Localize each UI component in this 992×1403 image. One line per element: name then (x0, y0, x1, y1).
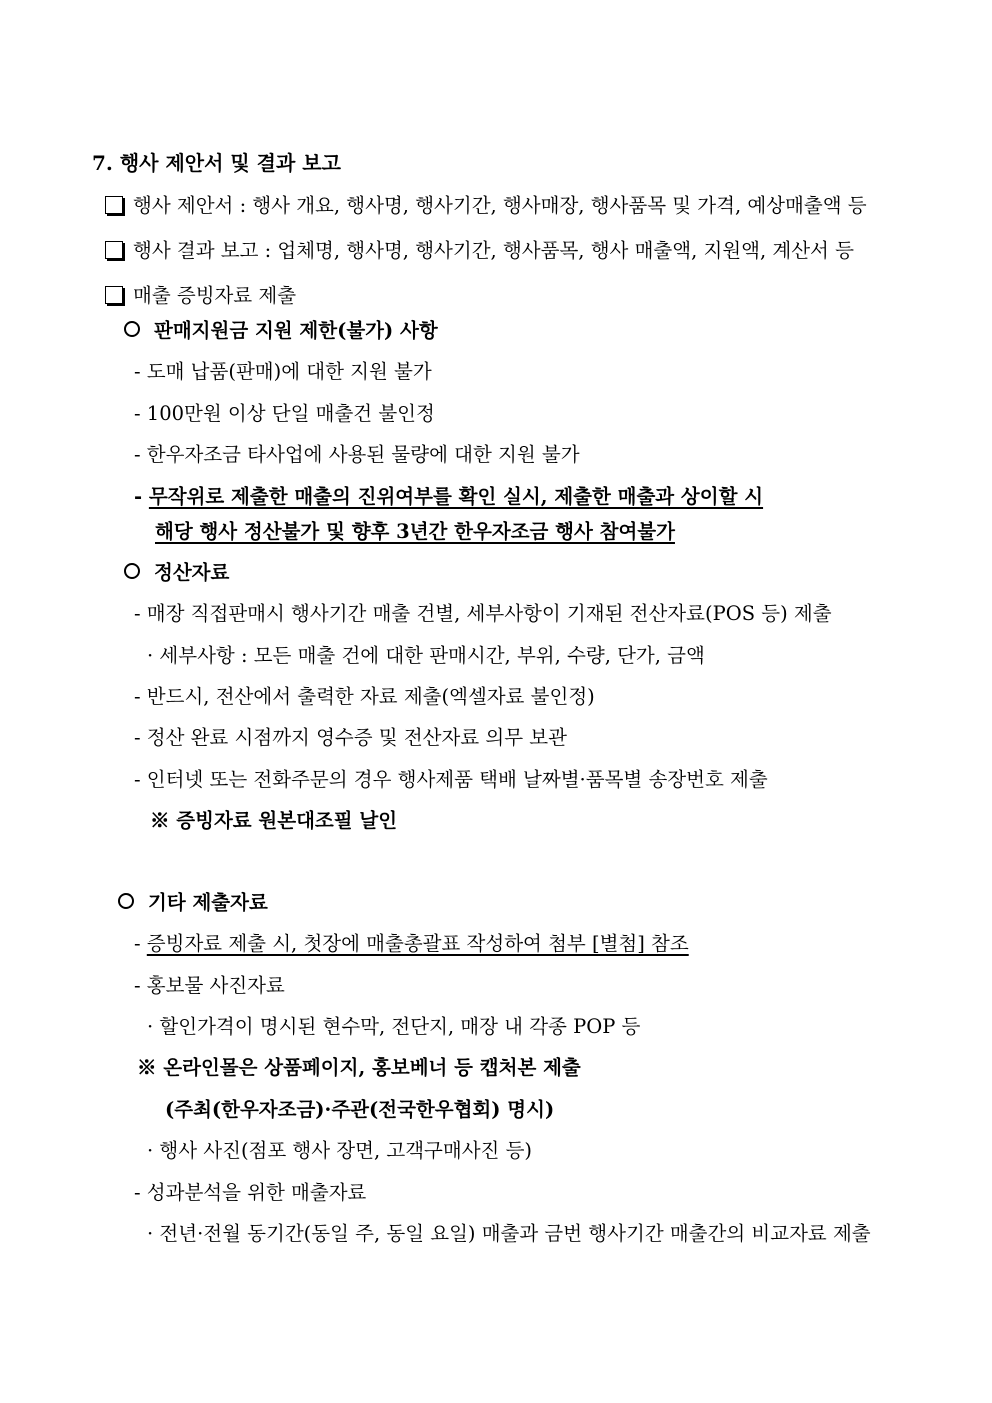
note-continuation: (주최(한우자조금)·주관(전국한우협회) 명시) (165, 1098, 555, 1121)
others-title: 기타 제출자료 (148, 891, 268, 914)
list-item: - 반드시, 전산에서 출력한 자료 제출(엑셀자료 불인정) (134, 685, 595, 708)
subsection-title (118, 890, 268, 916)
checklist-item (105, 193, 867, 219)
warning-text-line2: 해당 행사 정산불가 및 향후 3년간 한우자조금 행사 참여불가 (155, 520, 675, 543)
circle-bullet-icon (124, 563, 140, 579)
list-subitem: · 행사 사진(점포 행사 장면, 고객구매사진 등) (147, 1139, 533, 1162)
checkbox-icon (105, 196, 123, 214)
restrictions-title: 판매지원금 지원 제한(불가) 사항 (154, 319, 438, 342)
warning-dash: - (134, 485, 143, 508)
list-item (134, 931, 689, 957)
circle-bullet-icon (118, 893, 134, 909)
checklist-item-text: 행사 제안서 : 행사 개요, 행사명, 행사기간, 행사매장, 행사품목 및 가격, 예상매출액 등 (133, 194, 867, 217)
checklist-item-text: 행사 결과 보고 : 업체명, 행사명, 행사기간, 행사품목, 행사 매출액, 지원액, 계산서 등 (133, 239, 854, 262)
list-item: - 도매 납품(판매)에 대한 지원 불가 (134, 360, 432, 383)
section-title: 7. 행사 제안서 및 결과 보고 (92, 151, 341, 175)
list-subitem: · 전년·전월 동기간(동일 주, 동일 요일) 매출과 금번 행사기간 매출간의 비교자료 제출 (147, 1222, 871, 1245)
list-subitem: · 세부사항 : 모든 매출 건에 대한 판매시간, 부위, 수량, 단가, 금액 (147, 644, 705, 667)
list-subitem: · 할인가격이 명시된 현수막, 전단지, 매장 내 각종 POP 등 (147, 1015, 641, 1038)
subsection-title (124, 560, 229, 586)
subsection-title (124, 318, 438, 344)
settlement-title: 정산자료 (154, 561, 230, 584)
note: ※ 온라인몰은 상품페이지, 홍보베너 등 캡처본 제출 (137, 1056, 581, 1079)
list-item: - 인터넷 또는 전화주문의 경우 행사제품 택배 날짜별·품목별 송장번호 제출 (134, 768, 768, 791)
checkbox-icon (105, 286, 123, 304)
list-item: - 매장 직접판매시 행사기간 매출 건별, 세부사항이 기재된 전산자료(POS 등) 제출 (134, 602, 832, 625)
circle-bullet-icon (124, 321, 140, 337)
checklist-item (105, 238, 854, 264)
list-item: - 한우자조금 타사업에 사용된 물량에 대한 지원 불가 (134, 443, 580, 466)
list-item: - 홍보물 사진자료 (134, 974, 285, 997)
list-dash: - (134, 932, 141, 955)
checkbox-icon (105, 241, 123, 259)
note: ※ 증빙자료 원본대조필 날인 (150, 809, 398, 832)
list-item-text: 증빙자료 제출 시, 첫장에 매출총괄표 작성하여 첨부 [별첨] 참조 (146, 932, 689, 955)
warning-text-line1: 무작위로 제출한 매출의 진위여부를 확인 실시, 제출한 매출과 상이할 시 (148, 485, 764, 508)
warning-line (134, 484, 763, 510)
list-item: - 100만원 이상 단일 매출건 불인정 (134, 402, 435, 425)
list-item: - 성과분석을 위한 매출자료 (134, 1181, 367, 1204)
list-item: - 정산 완료 시점까지 영수증 및 전산자료 의무 보관 (134, 726, 567, 749)
checklist-item (105, 283, 296, 309)
checklist-item-text: 매출 증빙자료 제출 (133, 284, 297, 307)
